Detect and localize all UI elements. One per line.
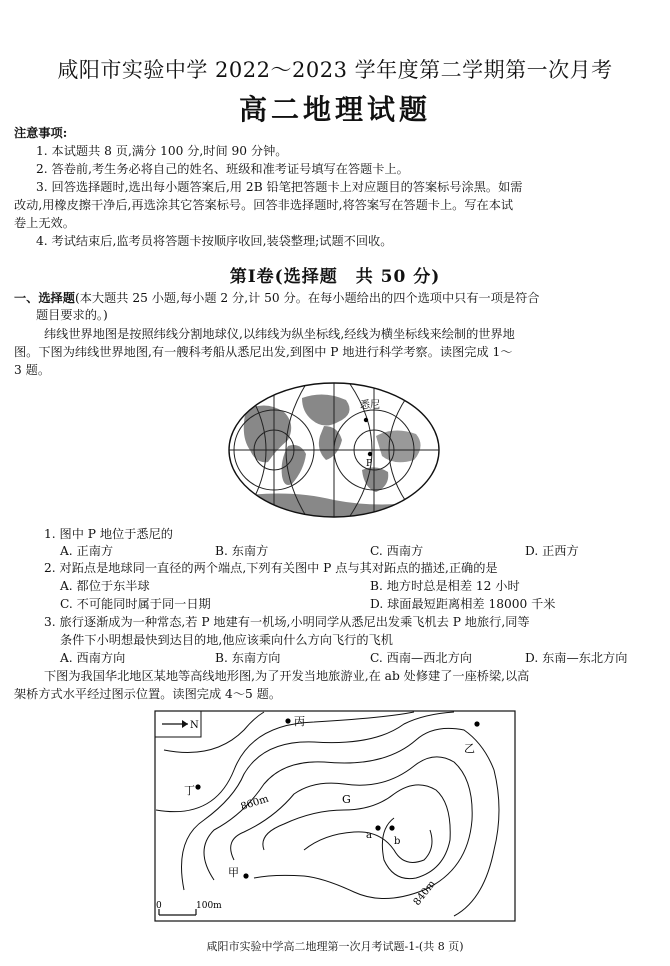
label-b: b <box>394 836 401 847</box>
exam-title: 高二地理试题 <box>238 93 431 126</box>
point-bing <box>285 718 290 723</box>
q3-option-d: D. 东南—东北方向 <box>525 651 628 665</box>
map-content <box>226 380 442 520</box>
q3-stem: 3. 旅行逐渐成为一种常态,若 P 地建有一机场,小明同学从悉尼出发乘飞机去 P 地旅行,同等 <box>44 615 530 629</box>
continent-shape <box>302 394 350 425</box>
point-jia <box>243 873 248 878</box>
q3-option-b: B. 东南方向 <box>215 651 281 665</box>
label-bing: 丙 <box>294 715 305 728</box>
label-860m: 860m <box>239 793 271 813</box>
part1-heading <box>14 290 539 307</box>
notice-item-3-cont: 改动,用橡皮擦干净后,再选涂其它答案标号。回答非选择题时,将答案写在答题卡上。写在本试 <box>14 198 514 212</box>
intro1-line-3: 3 题。 <box>14 363 51 377</box>
label-g: G <box>342 793 351 806</box>
section-title: 第Ⅰ卷(选择题 共 50 分) <box>229 267 441 287</box>
q2-option-d: D. 球面最短距离相差 18000 千米 <box>370 597 556 611</box>
part1-lead: 一、选择题 <box>14 291 75 305</box>
p-label: P <box>366 459 373 469</box>
continent-shape <box>244 405 291 462</box>
label-a: a <box>366 830 372 841</box>
page-footer: 咸阳市实验中学高二地理第一次月考试题-1-(共 8 页) <box>206 940 464 953</box>
q1-option-b: B. 东南方 <box>215 544 269 558</box>
q3-option-a: A. 西南方向 <box>60 651 126 665</box>
latitude-world-map <box>226 380 442 520</box>
label-jia: 甲 <box>228 866 239 879</box>
scale-label-0: 0 <box>156 901 162 911</box>
label-ding: 丁 <box>184 784 195 797</box>
label-yi: 乙 <box>464 742 475 755</box>
intro1-line-2: 图。下图为纬线世界地图,有一艘科考船从悉尼出发,到图中 P 地进行科学考察。读图完成 1～ <box>14 345 513 359</box>
part1-desc: (本大题共 25 小题,每小题 2 分,计 50 分。在每小题给出的四个选项中只有一项是符合 <box>74 291 540 305</box>
q2-option-c: C. 不可能同时属于同一日期 <box>60 597 211 611</box>
q3-option-c: C. 西南—西北方向 <box>370 651 472 665</box>
q2-stem: 2. 对跖点是地球同一直径的两个端点,下列有关图中 P 点与其对跖点的描述,正确的是 <box>44 561 498 575</box>
scale-label-100m: 100m <box>196 901 222 911</box>
point-yi <box>474 721 479 726</box>
sydney-dot <box>364 418 368 422</box>
notice-item-4: 4. 考试结束后,监考员将答题卡按顺序收回,装袋整理;试题不回收。 <box>36 234 393 248</box>
notice-heading: 注意事项: <box>14 126 68 140</box>
intro1-line-1: 纬线世界地图是按照纬线分割地球仪,以纬线为纵坐标线,经线为横坐标线来绘制的世界地 <box>44 327 515 341</box>
notice-item-3-end: 卷上无效。 <box>14 216 75 230</box>
school-title: 咸阳市实验中学 2022～2023 学年度第二学期第一次月考 <box>57 58 613 82</box>
point-b <box>389 825 394 830</box>
notice-item-1: 1. 本试题共 8 页,满分 100 分,时间 90 分钟。 <box>36 144 288 158</box>
label-840m: 840m <box>411 878 438 908</box>
part1-desc-cont: 题目要求的。) <box>36 308 108 322</box>
q1-stem: 1. 图中 P 地位于悉尼的 <box>44 527 173 541</box>
contour-map <box>154 710 516 922</box>
intro2-line-2: 架桥方式水平经过图示位置。读图完成 4～5 题。 <box>14 687 282 701</box>
point-ding <box>195 784 200 789</box>
sydney-label: 悉尼 <box>360 400 380 411</box>
q2-option-b: B. 地方时总是相差 12 小时 <box>370 579 520 593</box>
intro2-line-1: 下图为我国华北地区某地等高线地形图,为了开发当地旅游业,在 ab 处修建了一座桥梁,以高 <box>44 669 530 683</box>
q1-option-c: C. 西南方 <box>370 544 424 558</box>
q3-stem-cont: 条件下小明想最快到达目的地,他应该乘向什么方向飞行的飞机 <box>60 633 393 647</box>
q1-option-d: D. 正西方 <box>525 544 579 558</box>
q1-option-a: A. 正南方 <box>60 544 114 558</box>
notice-item-3: 3. 回答选择题时,选出每小题答案后,用 2B 铅笔把答题卡上对应题目的答案标号涂黑。如需 <box>36 180 523 194</box>
north-label: N <box>190 720 199 731</box>
notice-item-2: 2. 答卷前,考生务必将自己的姓名、班级和准考证号填写在答题卡上。 <box>36 162 409 176</box>
point-a <box>375 825 380 830</box>
q2-option-a: A. 都位于东半球 <box>60 579 150 593</box>
p-dot <box>368 452 372 456</box>
